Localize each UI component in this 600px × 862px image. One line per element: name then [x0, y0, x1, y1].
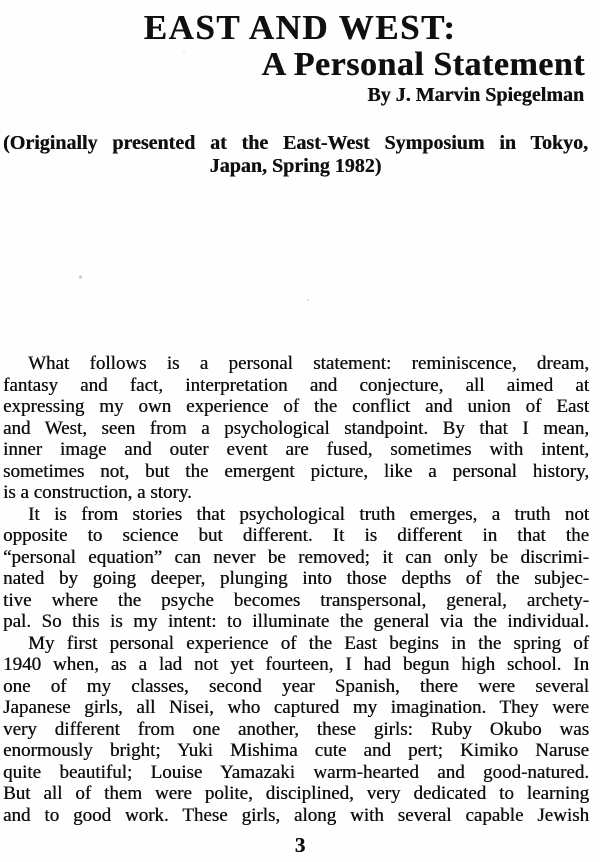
- page-title-line2: A Personal Statement: [261, 46, 585, 83]
- text-line: 1940 when, as a lad not yet fourteen, I had begun high school. In: [3, 654, 589, 675]
- text-line: fantasy and fact, interpretation and conjecture, all aimed at: [3, 374, 589, 396]
- text-line: enormously bright; Yuki Mishima cute and pert; Kimiko Naruse: [3, 740, 589, 761]
- scan-speck-icon: [79, 275, 82, 279]
- text-line: very different from one another, these girls: Ruby Okubo was: [3, 718, 589, 740]
- text-line: opposite to science but different. It is different in that the: [3, 525, 589, 546]
- page-title-line1: EAST AND WEST:: [143, 8, 457, 47]
- text-line: pal. So this is my intent: to illuminate the general via the individual.: [3, 611, 589, 632]
- symposium-note: [3, 132, 588, 178]
- text-line: nated by going deeper, plunging into those depths of the subjec-: [3, 568, 589, 589]
- text-line: sometimes not, but the emergent picture, like a personal history,: [3, 460, 589, 482]
- text-line: My first personal experience of the East begins in the spring of: [28, 632, 589, 654]
- text-line: quite beautiful; Louise Yamazaki warm-hearted and good-natured.: [3, 761, 589, 783]
- text-line: one of my classes, second year Spanish, there were several: [3, 675, 589, 697]
- paragraph: [3, 353, 589, 504]
- body-text: [3, 353, 589, 826]
- paragraph: [3, 633, 589, 827]
- scan-speck-icon: [183, 50, 185, 52]
- text-line: is a construction, a story.: [3, 482, 192, 503]
- text-line: “personal equation” can never be removed; it can only be discrimi-: [3, 546, 589, 568]
- text-line: It is from stories that psychological truth emerges, a truth not: [28, 503, 589, 525]
- symposium-note-line1: (Originally presented at the East-West Symposium in Tokyo,: [3, 132, 588, 154]
- symposium-note-line2: Japan, Spring 1982): [209, 155, 382, 177]
- page-number: 3: [294, 833, 306, 857]
- text-line: Japanese girls, all Nisei, who captured my imagination. They were: [3, 697, 589, 718]
- byline: By J. Marvin Spiegelman: [367, 84, 584, 106]
- text-line: and West, seen from a psychological standpoint. By that I mean,: [3, 417, 589, 439]
- paragraph: [3, 504, 589, 633]
- text-line: inner image and outer event are fused, sometimes with intent,: [3, 439, 589, 460]
- text-line: and to good work. These girls, along with several capable Jewish: [3, 804, 589, 826]
- text-line: tive where the psyche becomes transpersonal, general, archety-: [3, 589, 589, 611]
- text-line: expressing my own experience of the conflict and union of East: [3, 396, 589, 417]
- text-line: But all of them were polite, disciplined, very dedicated to learning: [3, 783, 589, 804]
- scan-speck-icon: [307, 299, 309, 301]
- text-line: What follows is a personal statement: reminiscence, dream,: [28, 353, 589, 374]
